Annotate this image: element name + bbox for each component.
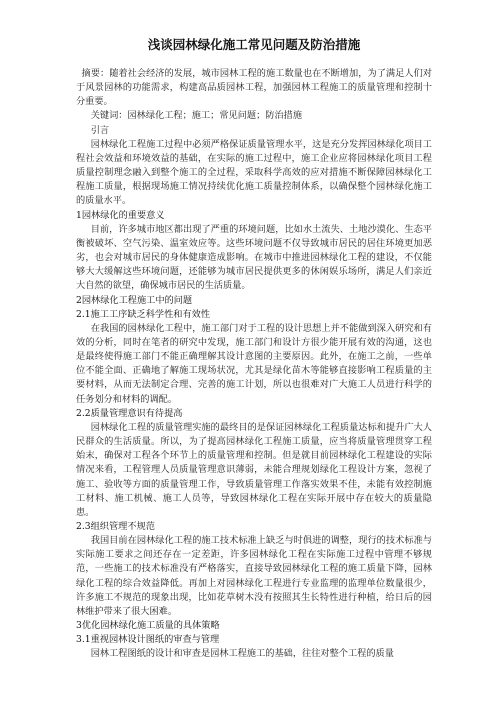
paragraph: 园林工程图纸的设计和审查是园林工程施工的基础，往往对整个工程的质量 [90,648,394,660]
paragraph: 目前，许多城市地区都出现了严重的环境问题，比如水土流失、土地沙漠化、生态平衡被破坏、空气污染、温室效应等。这些环境问题不仅导致城市居民的居住环境更加恶劣，也会对城市居民的身体健康造成影响。在城市中推进园林绿化工程的建设，不仅能够大大缓解这些环境问题，还能够为城市居民提供更多的休闲娱乐场所，满足人们亲近大自然的欲望，确保城市居民的生活质量。 [76,223,432,292]
section-heading: 1园林绿化的重要意义 [76,209,165,221]
section-heading: 3优化园林绿化施工质量的具体策略 [76,620,220,632]
document-body [76,67,432,662]
section-heading: 2.1施工工序缺乏科学性和有效性 [76,308,211,320]
section-heading: 2园林绿化工程施工中的问题 [76,294,193,306]
document-title: 浅谈园林绿化施工常见问题及防治措施 [147,37,361,52]
section-heading: 3.1重视园林设计图纸的审查与管理 [76,634,220,646]
section-heading: 2.2质量管理意识有待提高 [76,407,183,419]
paragraph: 摘要：随着社会经济的发展，城市园林工程的施工数量也在不断增加，为了满足人们对于风景园林的功能需求，构建高品质园林工程，加强园林工程施工的质量管理和控制十分重要。 [76,68,432,108]
section-heading: 2.3组织管理不规范 [76,521,155,532]
paragraph: 引言 [90,124,110,136]
paragraph: 园林绿化工程施工过程中必须严格保证质量管理水平，这是充分发挥园林绿化项目工程社会效益和环境效益的基础，在实际的施工过程中，施工企业应将园林绿化项目工程质量控制理念融入到整个施工的全过程，采取科学高效的应对措施不断保障园林绿化工程施工质量，根据现场施工情况持续优化施工质量控制体系，以确保整个园林绿化施工的质量水平。 [76,138,432,207]
paragraph: 关键词：园林绿化工程；施工；常见问题；防治措施 [90,110,303,122]
paragraph: 在我国的园林绿化工程中，施工部门对于工程的设计思想上并不能做到深入研究和有效的分析，同时在笔者的研究中发现，施工部门和设计方很少能开展有效的沟通，这也是最终使得施工部门不能正确理解其设计意图的主要原因。此外，在施工之前，一些单位不能全面、正确地了解施工现场状况，尤其是绿化苗木等能够直接影响工程质量的主要材料，从而无法制定合理、完善的施工计划，所以也很难对广大施工人员进行科学的任务划分和材料的调配。 [76,322,432,405]
paragraph: 我国目前在园林绿化工程的施工技术标准上缺乏与时俱进的调整，现行的技术标准与实际施工要求之间还存在一定差距，许多园林绿化工程在实际施工过程中管理不够规范，一些施工的技术标准没有严格落实，直接导致园林绿化工程的施工质量下降，园林绿化工程的综合效益降低。再加上对园林绿化工程进行专业监理的监理单位数量很少，许多施工不规范的现象出现，比如花草树木没有按照其生长特性进行种植，给日后的园林维护带来了很大困难。 [76,535,432,617]
paragraph: 园林绿化工程的质量管理实施的最终目的是保证园林绿化工程质量达标和提升广大人民群众的生活质量。所以，为了提高园林绿化工程施工质量，应当将质量管理贯穿工程始末，确保对工程各个环节上的质量管理和控制。但是就目前园林绿化工程建设的实际情况来看，工程管理人员质量管理意识薄弱，未能合理规划绿化工程设计方案，忽视了施工、验收等方面的质量管理工作，导致质量管理工作落实效果不佳，未能有效控制施工材料、施工机械、施工人员等，导致园林绿化工程在实际开展中存在较大的质量隐患。 [76,421,432,518]
